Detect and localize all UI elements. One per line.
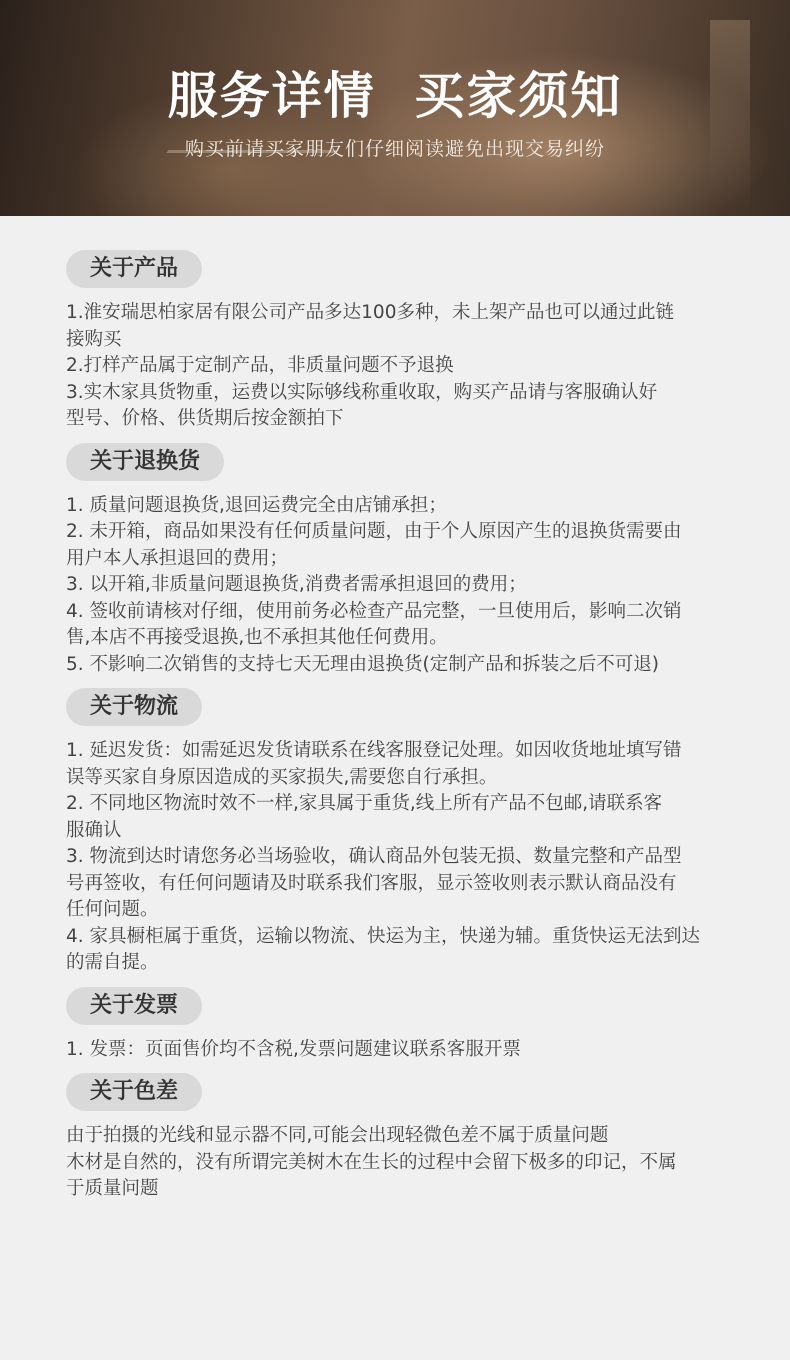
section-heading: 关于产品 bbox=[66, 250, 202, 288]
hero-banner bbox=[0, 0, 790, 216]
section-line: 2.打样产品属于定制产品，非质量问题不予退换 bbox=[66, 355, 454, 376]
section-heading: 关于色差 bbox=[66, 1073, 202, 1111]
section-line: 3.实木家具货物重，运费以实际够线称重收取，购买产品请与客服确认好 型号、价格、供货期后按金额拍下 bbox=[66, 381, 658, 429]
section-line: 5. 不影响二次销售的支持七天无理由退换货(定制产品和拆装之后不可退) bbox=[66, 653, 659, 675]
section-line: 2. 不同地区物流时效不一样,家具属于重货,线上所有产品不包邮,请联系客 服确认 bbox=[66, 793, 663, 841]
page-subtitle: 购买前请买家朋友们仔细阅读避免出现交易纠纷 bbox=[184, 138, 605, 160]
section-line: 3. 以开箱,非质量问题退换货,消费者需承担退回的费用； bbox=[66, 574, 527, 595]
notice-content bbox=[0, 216, 790, 1203]
section-line: 1. 延迟发货：如需延迟发货请联系在线客服登记处理。如因收货地址填写错 误等买家自身原因造成的买家损失,需要您自行承担。 bbox=[66, 740, 682, 788]
section-line: 4. 签收前请核对仔细，使用前务必检查产品完整，一旦使用后，影响二次销 售,本店不再接受退换,也不承担其他任何费用。 bbox=[66, 600, 682, 648]
section-product bbox=[66, 250, 734, 433]
section-color-difference bbox=[66, 1073, 734, 1203]
section-heading: 关于退换货 bbox=[66, 443, 224, 481]
section-line: 由于拍摄的光线和显示器不同,可能会出现轻微色差不属于质量问题 bbox=[66, 1125, 609, 1146]
section-returns bbox=[66, 443, 734, 679]
section-invoice bbox=[66, 987, 734, 1064]
section-heading: 关于物流 bbox=[66, 688, 202, 726]
section-line: 1. 质量问题退换货,退回运费完全由店铺承担； bbox=[66, 494, 447, 516]
section-line: 1. 发票：页面售价均不含税,发票问题建议联系客服开票 bbox=[66, 1038, 521, 1060]
section-line: 2. 未开箱，商品如果没有任何质量问题，由于个人原因产生的退换货需要由 用户本人承担退回的费用； bbox=[66, 521, 682, 569]
section-line: 1.淮安瑞思柏家居有限公司产品多达100多种，未上架产品也可以通过此链 接购买 bbox=[66, 302, 674, 350]
section-line: 4. 家具橱柜属于重货，运输以物流、快运为主，快递为辅。重货快运无法到达 的需自提。 bbox=[66, 925, 701, 973]
page-title: 服务详情 买家须知 bbox=[167, 67, 623, 125]
section-line: 3. 物流到达时请您务必当场验收，确认商品外包装无损、数量完整和产品型 号再签收，有任何问题请及时联系我们客服，显示签收则表示默认商品没有 任何问题。 bbox=[66, 846, 682, 920]
section-line: 木材是自然的，没有所谓完美树木在生长的过程中会留下极多的印记，不属 于质量问题 bbox=[66, 1151, 677, 1199]
section-heading: 关于发票 bbox=[66, 987, 202, 1025]
section-logistics bbox=[66, 688, 734, 977]
